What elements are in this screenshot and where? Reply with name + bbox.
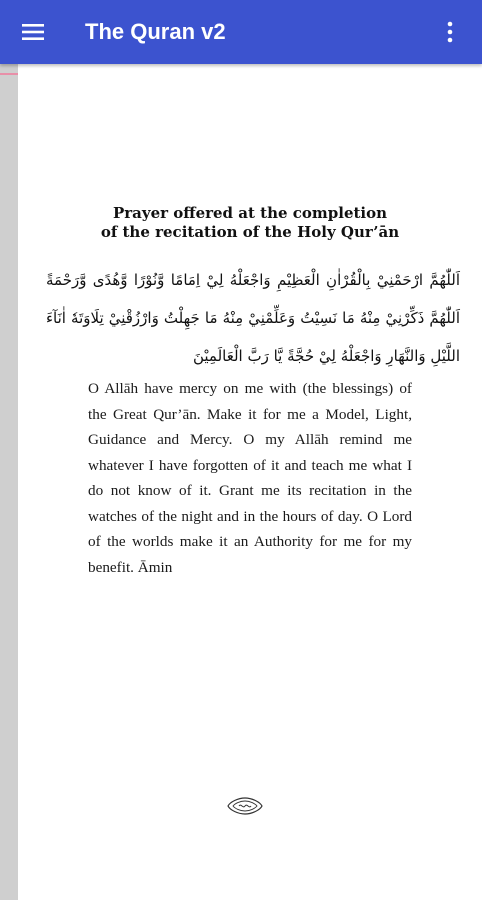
arabic-prayer-text: اَللّٰهُمَّ ارْحَمْنِيْ بِالْقُرْاٰنِ الْعَظِيْمِ وَاجْعَلْهُ لِيْ اِمَامًا وَّنُوْرًا وَّهُدًى وَّرَحْمَةً اَللّٰهُمَّ ذَكِّرْنِيْ مِنْهُ مَا نَسِيْتُ وَعَلِّمْنِيْ مِنْهُ مَا جَهِلْتُ وَارْزُقْنِيْ تِلَاوَتَهٗ اٰنَآءَ اللَّيْلِ وَالنَّهَارِ وَاجْعَلْهُ لِيْ حُجَّةً يَّا رَبَّ الْعَالَمِيْنَ: [46, 271, 460, 365]
menu-button[interactable]: [11, 10, 55, 54]
heading-line-1: Prayer offered at the completion: [112, 204, 388, 222]
page-edge-strip: [0, 64, 18, 900]
ornamental-page-number-icon: [226, 796, 264, 816]
heading-line-2: of the recitation of the Holy Qur’ān: [100, 223, 400, 241]
page-number-ornament: [226, 796, 264, 816]
prayer-heading: [36, 204, 464, 242]
app-bar: [0, 0, 482, 64]
more-vert-icon: [447, 21, 453, 43]
app-title: The Quran v2: [85, 19, 226, 44]
hamburger-menu-icon: [21, 22, 45, 42]
page-edge-marker: [0, 73, 18, 75]
overflow-menu-button[interactable]: [428, 10, 472, 54]
quran-page[interactable]: [18, 64, 482, 900]
translation-text: O Allāh have mercy on me with (the blessings) of the Great Qur’ān. Make it for me a Model, Light, Guidance and Mercy. O my Allāh remind me whatever I have forgotten of it and teach me what I do not know of it. Grant me its recitation in the watches of the night and in the hours of day. O Lord of the worlds make it an Authority for me for my benefit. Āmin: [88, 380, 412, 576]
